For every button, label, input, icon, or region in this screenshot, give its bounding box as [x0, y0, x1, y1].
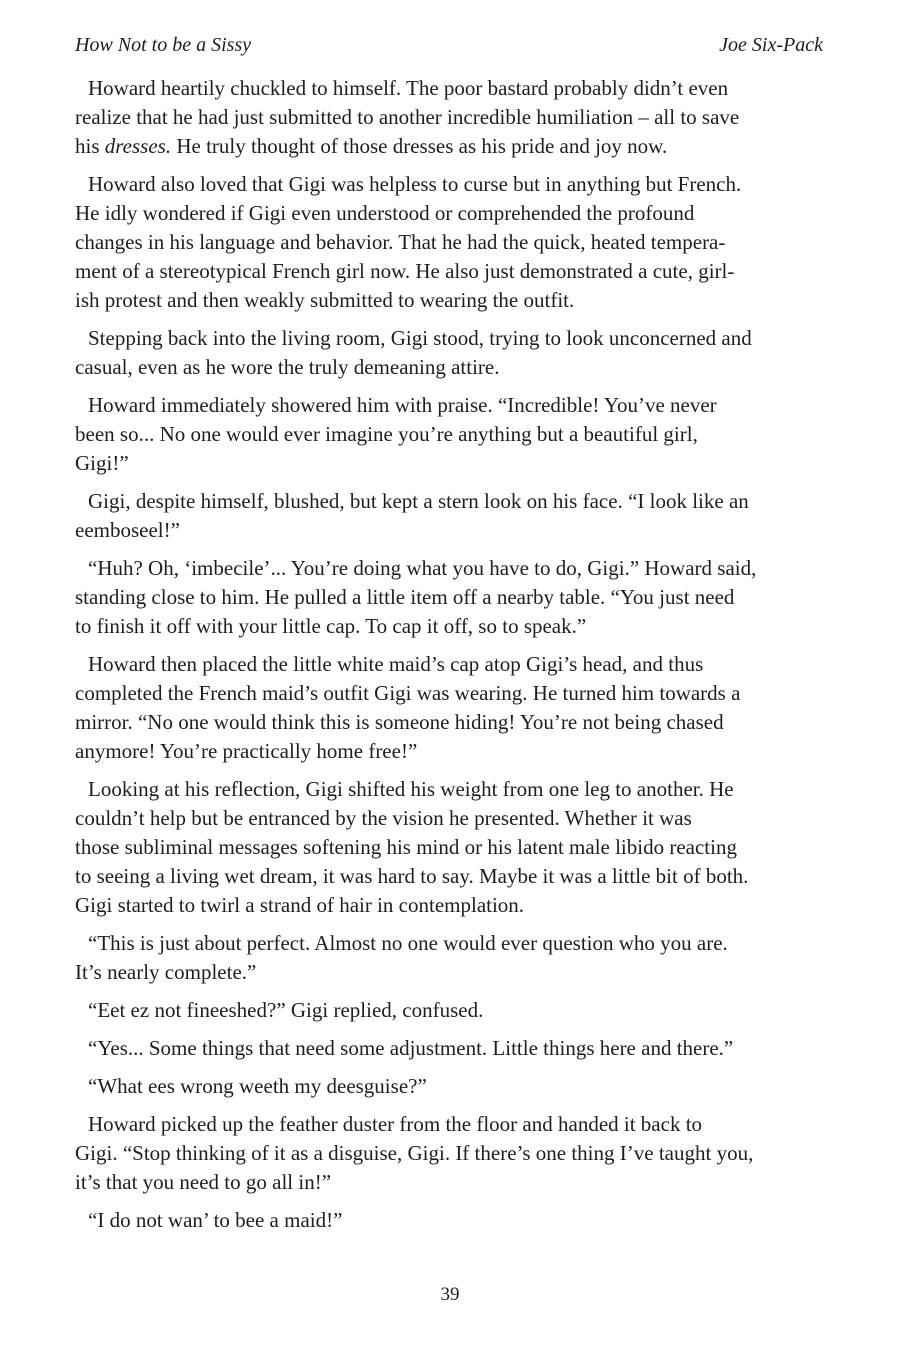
- text-line: [75, 1034, 830, 1063]
- paragraph: [75, 1110, 830, 1197]
- italic-text-segment: dresses.: [104, 134, 172, 158]
- paragraph: [75, 650, 830, 766]
- text-segment: his: [75, 134, 105, 158]
- paragraph: [75, 554, 830, 641]
- text-segment: Gigi started to twirl a strand of hair in contemplation.: [75, 893, 525, 917]
- text-segment: It’s nearly complete.”: [75, 960, 257, 984]
- text-segment: it’s that you need to go all in!”: [75, 1170, 332, 1194]
- text-segment: He truly thought of those dresses as his pride and joy now.: [171, 134, 668, 158]
- page-number: 39: [440, 1284, 460, 1305]
- text-segment: eemboseel!”: [75, 518, 180, 542]
- text-segment: Howard picked up the feather duster from the floor and handed it back to: [88, 1112, 703, 1136]
- text-segment: Howard also loved that Gigi was helpless to curse but in anything but French.: [88, 172, 742, 196]
- text-line: [75, 228, 830, 257]
- text-segment: ment of a stereotypical French girl now. He also just demonstrated a cute, girl-: [75, 259, 735, 283]
- paragraph: [75, 170, 830, 315]
- text-segment: standing close to him. He pulled a little item off a nearby table. “You just need: [75, 585, 735, 609]
- text-segment: mirror. “No one would think this is someone hiding! You’re not being chased: [75, 710, 724, 734]
- text-segment: Howard immediately showered him with praise. “Incredible! You’ve never: [88, 393, 717, 417]
- paragraph: [75, 1072, 830, 1101]
- text-line: [75, 170, 830, 199]
- text-line: [75, 1072, 830, 1101]
- text-line: [75, 612, 830, 641]
- paragraph: [75, 487, 830, 545]
- text-segment: He idly wondered if Gigi even understood or comprehended the profound: [75, 201, 695, 225]
- text-line: [75, 449, 830, 478]
- text-line: [75, 199, 830, 228]
- text-line: [75, 833, 830, 862]
- text-line: [75, 650, 830, 679]
- text-segment: “Yes... Some things that need some adjustment. Little things here and there.”: [88, 1036, 734, 1060]
- text-segment: “What ees wrong weeth my deesguise?”: [88, 1074, 427, 1098]
- text-line: [75, 516, 830, 545]
- text-segment: changes in his language and behavior. That he had the quick, heated tempera-: [75, 230, 726, 254]
- text-segment: been so... No one would ever imagine you’re anything but a beautiful girl,: [75, 422, 698, 446]
- text-segment: anymore! You’re practically home free!”: [75, 739, 418, 763]
- text-line: [75, 353, 830, 382]
- paragraph: [75, 1206, 830, 1235]
- paragraph: [75, 929, 830, 987]
- paragraph: [75, 391, 830, 478]
- text-line: [75, 1139, 830, 1168]
- text-line: [75, 257, 830, 286]
- header-author-name: Joe Six-Pack: [719, 34, 823, 56]
- text-segment: those subliminal messages softening his mind or his latent male libido reacting: [75, 835, 737, 859]
- text-line: [75, 324, 830, 353]
- text-segment: Howard heartily chuckled to himself. The poor bastard probably didn’t even: [88, 76, 729, 100]
- text-line: [75, 554, 830, 583]
- running-header: [75, 33, 823, 57]
- text-line: [75, 891, 830, 920]
- text-line: [75, 958, 830, 987]
- text-line: [75, 103, 830, 132]
- text-segment: Looking at his reflection, Gigi shifted his weight from one leg to another. He: [88, 777, 734, 801]
- text-segment: to finish it off with your little cap. To cap it off, so to speak.”: [75, 614, 587, 638]
- text-segment: “This is just about perfect. Almost no one would ever question who you are.: [88, 931, 728, 955]
- text-line: [75, 132, 830, 161]
- text-line: [75, 862, 830, 891]
- text-line: [75, 583, 830, 612]
- text-line: [75, 74, 830, 103]
- text-segment: couldn’t help but be entranced by the vision he presented. Whether it was: [75, 806, 692, 830]
- text-segment: Gigi, despite himself, blushed, but kept a stern look on his face. “I look like an: [88, 489, 749, 513]
- header-book-title: How Not to be a Sissy: [75, 34, 252, 56]
- text-line: [75, 775, 830, 804]
- text-segment: “I do not wan’ to bee a maid!”: [88, 1208, 343, 1232]
- text-segment: ish protest and then weakly submitted to wearing the outfit.: [75, 288, 575, 312]
- text-line: [75, 391, 830, 420]
- body-text: [75, 74, 830, 1244]
- paragraph: [75, 74, 830, 161]
- paragraph: [75, 324, 830, 382]
- text-line: [75, 708, 830, 737]
- text-segment: “Huh? Oh, ‘imbecile’... You’re doing what you have to do, Gigi.” Howard said,: [88, 556, 757, 580]
- text-line: [75, 420, 830, 449]
- text-segment: Howard then placed the little white maid’s cap atop Gigi’s head, and thus: [88, 652, 704, 676]
- text-segment: “Eet ez not fineeshed?” Gigi replied, confused.: [88, 998, 484, 1022]
- text-line: [75, 737, 830, 766]
- text-line: [75, 286, 830, 315]
- text-line: [75, 1110, 830, 1139]
- text-segment: to seeing a living wet dream, it was hard to say. Maybe it was a little bit of both.: [75, 864, 749, 888]
- paragraph: [75, 1034, 830, 1063]
- text-line: [75, 679, 830, 708]
- text-line: [75, 929, 830, 958]
- text-line: [75, 1168, 830, 1197]
- text-segment: completed the French maid’s outfit Gigi was wearing. He turned him towards a: [75, 681, 741, 705]
- text-segment: Gigi!”: [75, 451, 129, 475]
- text-segment: Gigi. “Stop thinking of it as a disguise, Gigi. If there’s one thing I’ve taught you,: [75, 1141, 754, 1165]
- text-segment: casual, even as he wore the truly demeaning attire.: [75, 355, 500, 379]
- text-line: [75, 1206, 830, 1235]
- text-line: [75, 996, 830, 1025]
- text-segment: Stepping back into the living room, Gigi stood, trying to look unconcerned and: [88, 326, 752, 350]
- text-segment: realize that he had just submitted to another incredible humiliation – all to save: [75, 105, 740, 129]
- paragraph: [75, 775, 830, 920]
- text-line: [75, 487, 830, 516]
- text-line: [75, 804, 830, 833]
- page-footer: [0, 1284, 900, 1306]
- paragraph: [75, 996, 830, 1025]
